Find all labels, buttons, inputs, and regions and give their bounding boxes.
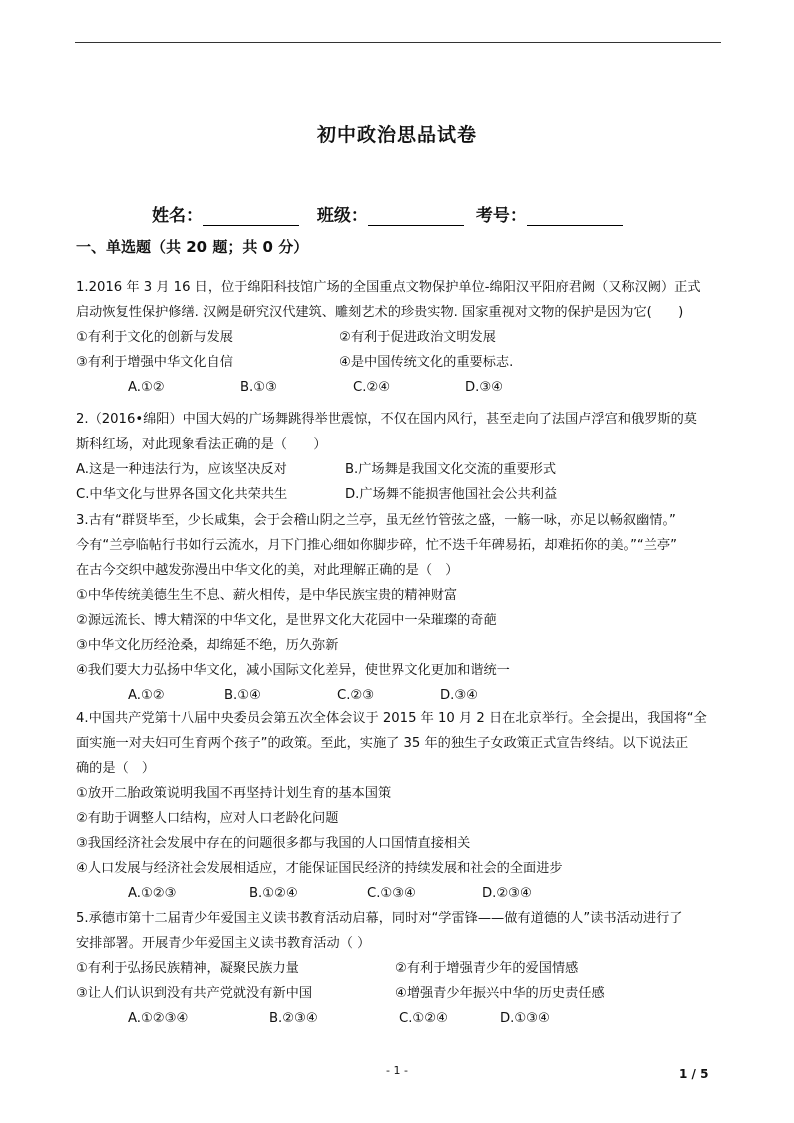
number-blank[interactable] xyxy=(527,207,623,226)
class-blank[interactable] xyxy=(368,207,464,226)
choice-d[interactable]: D.②③④ xyxy=(482,886,532,901)
statement-1: ①有利于文化的创新与发展 xyxy=(76,330,233,345)
choice-a[interactable]: A.①②③④ xyxy=(128,1011,189,1026)
statement-3: ③有利于增强中华文化自信 xyxy=(76,355,233,370)
choice-a[interactable]: A.①② xyxy=(128,688,165,703)
choice-c[interactable]: C.②④ xyxy=(353,380,391,395)
question-2-line: 斯科红场，对此现象看法正确的是（ ） xyxy=(76,437,327,452)
name-label: 姓名： xyxy=(152,206,203,226)
student-info xyxy=(152,201,635,226)
choice-b[interactable]: B.广场舞是我国文化交流的重要形式 xyxy=(345,462,557,477)
question-1-choices xyxy=(76,375,720,400)
statement-2: ②有利于增强青少年的爱国情感 xyxy=(395,961,579,976)
statement-1: ①有利于弘扬民族精神，凝聚民族力量 xyxy=(76,961,299,976)
statement-2: ②有利于促进政治文明发展 xyxy=(339,330,496,345)
question-4-line: 面实施一对夫妇可生育两个孩子”的政策。至此，实施了 35 年的独生子女政策正式宣告终结。以下说法正 xyxy=(76,736,689,751)
question-1-line: 1.2016 年 3 月 16 日，位于绵阳科技馆广场的全国重点文物保护单位-绵阳汉平阳府君阙（又称汉阙）正式 xyxy=(76,280,701,295)
statement-4: ④是中国传统文化的重要标志. xyxy=(339,355,514,370)
name-blank[interactable] xyxy=(203,207,299,226)
page-number: - 1 - xyxy=(386,1064,408,1077)
question-1-line: 启动恢复性保护修缮. 汉阙是研究汉代建筑、雕刻艺术的珍贵实物. 国家重视对文物的保护是因为它( ) xyxy=(76,305,684,320)
statement-4: ④人口发展与经济社会发展相适应，才能保证国民经济的持续发展和社会的全面进步 xyxy=(76,861,563,876)
question-3-choices xyxy=(76,683,720,708)
choice-d[interactable]: D.广场舞不能损害他国社会公共利益 xyxy=(345,487,558,502)
choice-b[interactable]: B.①③ xyxy=(240,380,277,395)
statement-4: ④增强青少年振兴中华的历史责任感 xyxy=(395,986,605,1001)
question-2 xyxy=(76,407,720,507)
choice-b[interactable]: B.①④ xyxy=(224,688,261,703)
statement-1: ①放开二胎政策说明我国不再坚持计划生育的基本国策 xyxy=(76,786,392,801)
page-title: 初中政治思品试卷 xyxy=(316,124,477,146)
statement-3: ③中华文化历经沧桑，却绵延不绝，历久弥新 xyxy=(76,638,339,653)
statement-1: ①中华传统美德生生不息、薪火相传，是中华民族宝贵的精神财富 xyxy=(76,588,458,603)
choice-b[interactable]: B.①②④ xyxy=(249,886,298,901)
question-4-line: 确的是（ ） xyxy=(76,761,156,776)
statement-4: ④我们要大力弘扬中华文化，减小国际文化差异，使世界文化更加和谐统一 xyxy=(76,663,510,678)
statement-3: ③我国经济社会发展中存在的问题很多都与我国的人口国情直接相关 xyxy=(76,836,471,851)
number-label: 考号： xyxy=(475,206,527,226)
question-3-line: 在古今交织中越发弥漫出中华文化的美，对此理解正确的是（ ） xyxy=(76,563,459,578)
choice-a[interactable]: A.这是一种违法行为，应该坚决反对 xyxy=(76,462,287,477)
section-heading: 一、单选题（共 20 题；共 0 分） xyxy=(76,238,309,256)
question-5-choices xyxy=(76,1006,720,1031)
question-2-line: 2.（2016•绵阳）中国大妈的广场舞跳得举世震惊，不仅在国内风行，甚至走向了法国卢浮宫和俄罗斯的莫 xyxy=(76,412,697,427)
statement-3: ③让人们认识到没有共产党就没有新中国 xyxy=(76,986,313,1001)
question-2-choices xyxy=(76,482,720,507)
question-1-statements xyxy=(76,350,720,375)
choice-a[interactable]: A.①② xyxy=(128,380,165,395)
question-1-statements xyxy=(76,325,720,350)
statement-2: ②有助于调整人口结构，应对人口老龄化问题 xyxy=(76,811,339,826)
statement-2: ②源远流长、博大精深的中华文化，是世界文化大花园中一朵璀璨的奇葩 xyxy=(76,613,497,628)
choice-c[interactable]: C.①②④ xyxy=(399,1011,448,1026)
question-5-statements xyxy=(76,956,720,981)
question-3 xyxy=(76,508,720,708)
class-label: 班级： xyxy=(316,206,368,226)
choice-b[interactable]: B.②③④ xyxy=(269,1011,318,1026)
page-count: 1 / 5 xyxy=(679,1067,709,1081)
question-3-line: 3.古有“群贤毕至，少长咸集，会于会稽山阴之兰亭，虽无丝竹管弦之盛，一觞一咏，亦足以畅叙幽情。” xyxy=(76,513,676,528)
question-4 xyxy=(76,706,720,906)
question-2-choices xyxy=(76,457,720,482)
question-4-line: 4.中国共产党第十八届中央委员会第五次全体会议于 2015 年 10 月 2 日在北京举行。全会提出，我国将“全 xyxy=(76,711,707,726)
choice-c[interactable]: C.②③ xyxy=(337,688,375,703)
question-1 xyxy=(76,275,720,400)
question-5-statements xyxy=(76,981,720,1006)
choice-a[interactable]: A.①②③ xyxy=(128,886,177,901)
choice-d[interactable]: D.①③④ xyxy=(500,1011,550,1026)
choice-c[interactable]: C.中华文化与世界各国文化共荣共生 xyxy=(76,487,288,502)
question-5-line: 安排部署。开展青少年爱国主义读书教育活动（ ） xyxy=(76,936,371,951)
choice-d[interactable]: D.③④ xyxy=(465,380,503,395)
choice-d[interactable]: D.③④ xyxy=(440,688,478,703)
question-5 xyxy=(76,906,720,1031)
header-rule xyxy=(75,42,721,43)
question-4-choices xyxy=(76,881,720,906)
question-3-line: 今有“兰亭临帖行书如行云流水，月下门推心细如你脚步碎，忙不迭千年碑易拓，却难拓你的美。”“兰亭” xyxy=(76,538,677,553)
choice-c[interactable]: C.①③④ xyxy=(367,886,416,901)
question-5-line: 5.承德市第十二届青少年爱国主义读书教育活动启幕，同时对“学雷锋——做有道德的人”读书活动进行了 xyxy=(76,911,683,926)
